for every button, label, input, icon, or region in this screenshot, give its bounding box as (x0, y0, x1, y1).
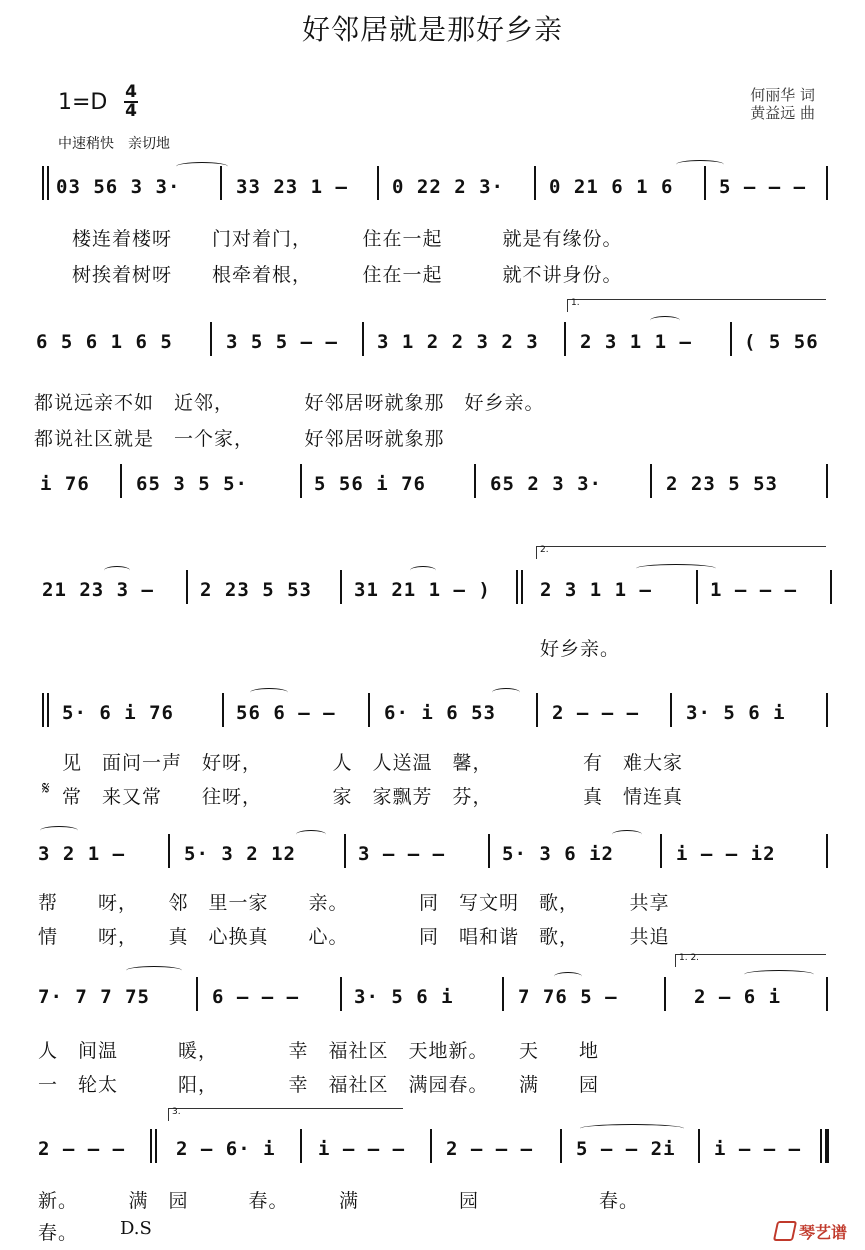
barline (168, 834, 170, 868)
tie-arc (296, 830, 326, 839)
watermark-text: 琴艺谱 (798, 1223, 847, 1242)
qinyipu-logo-icon (773, 1221, 797, 1241)
measure-21: 5· 6 i 76 (62, 702, 174, 724)
barline (730, 322, 732, 356)
meter-top: 4 (125, 82, 137, 102)
final-thin-bar (820, 1129, 822, 1163)
barline (534, 166, 536, 200)
barline (196, 977, 198, 1011)
barline (377, 166, 379, 200)
barline (344, 834, 346, 868)
barline (826, 166, 828, 200)
watermark-logo (775, 1220, 847, 1243)
barline (650, 464, 652, 498)
barline (300, 464, 302, 498)
tie-arc (410, 566, 436, 575)
measure-17: 2 23 5 53 (200, 579, 312, 601)
tie-arc (104, 566, 130, 575)
measure-26: 3 2 1 – (38, 843, 126, 865)
lyric-line-1: 新。 满 园 春。 满 园 春。 (38, 1190, 640, 1212)
lyric-line-2: 常 来又常 往呀， 家 家飘芳 芬， 真 情连真 (62, 786, 684, 808)
barline (186, 570, 188, 604)
measure-2: 33 23 1 – (236, 176, 348, 198)
measure-33: 3· 5 6 i (354, 986, 454, 1008)
volta-bracket-2 (536, 546, 826, 559)
repeat-end-bar (155, 1129, 157, 1163)
barline (222, 693, 224, 727)
measure-3: 0 22 2 3· (392, 176, 504, 198)
volta-label: 1. 2. (679, 953, 700, 963)
tempo-marking: 中速稍快 亲切地 (58, 136, 170, 152)
measure-27: 5· 3 2 12 (184, 843, 296, 865)
measure-19: 2 3 1 1 – (540, 579, 652, 601)
measure-40: 5 – – 2i (576, 1138, 676, 1160)
barline (830, 570, 832, 604)
barline (120, 464, 122, 498)
lyric-line-1: 楼连着楼呀 门对着门， 住在一起 就是有缘份。 (72, 228, 623, 250)
lyric-line-2: 都说社区就是 一个家， 好邻居呀就象那 (34, 428, 445, 450)
barline (340, 977, 342, 1011)
measure-15: 2 23 5 53 (666, 473, 778, 495)
barline (670, 693, 672, 727)
measure-16: 21 23 3 – (42, 579, 154, 601)
tie-arc (744, 970, 814, 979)
lyric-line-1: 人 间温 暖， 幸 福社区 天地新。 天 地 (38, 1040, 600, 1062)
barline (300, 1129, 302, 1163)
lyric-line-1: 帮 呀， 邻 里一家 亲。 同 写文明 歌， 共享 (38, 892, 670, 914)
final-thick-bar (825, 1129, 829, 1163)
measure-13: 5 56 i 76 (314, 473, 426, 495)
tie-arc (40, 826, 78, 835)
measure-14: 65 2 3 3· (490, 473, 602, 495)
measure-18: 31 21 1 – ) (354, 579, 491, 601)
tie-arc (250, 688, 288, 697)
measure-36: 2 – – – (38, 1138, 126, 1160)
tie-arc (176, 162, 228, 171)
measure-38: i – – – (318, 1138, 406, 1160)
dal-segno-mark: D.S (120, 1218, 152, 1239)
barline (362, 322, 364, 356)
key-signature: 1=D (58, 90, 108, 115)
meter-bottom: 4 (125, 101, 137, 121)
measure-10: ( 5 56 (744, 331, 819, 353)
tie-arc (676, 160, 724, 169)
measure-4: 0 21 6 1 6 (549, 176, 674, 198)
volta-label: 1. (571, 298, 580, 308)
measure-32: 6 – – – (212, 986, 300, 1008)
volta-bracket-12 (675, 954, 826, 967)
lyric-line-2: 树挨着树呀 根牵着根， 住在一起 就不讲身份。 (72, 264, 623, 286)
lyric-line-2: 春。 (38, 1222, 79, 1244)
lyric-line-2: 一 轮太 阳， 幸 福社区 满园春。 满 园 (38, 1074, 600, 1096)
barline (698, 1129, 700, 1163)
segno-sign: 𝄋 (42, 778, 50, 799)
volta-label: 2. (540, 545, 549, 555)
measure-37: 2 – 6· i (176, 1138, 276, 1160)
tie-arc (554, 972, 582, 981)
barline (340, 570, 342, 604)
lyric-line-2: 情 呀， 真 心换真 心。 同 唱和谐 歌， 共追 (38, 926, 670, 948)
barline (826, 834, 828, 868)
lyric-line-1: 都说远亲不如 近邻， 好邻居呀就象那 好乡亲。 (34, 392, 545, 414)
tie-arc (650, 316, 680, 325)
barline (704, 166, 706, 200)
tie-arc (636, 564, 716, 573)
tie-arc (492, 688, 520, 697)
lyric-line-1: 见 面问一声 好呀， 人 人送温 馨， 有 难大家 (62, 752, 684, 774)
barline (474, 464, 476, 498)
measure-35: 2 – 6 i (694, 986, 782, 1008)
volta-label: 3. (172, 1107, 181, 1117)
lyric-line-1: 好乡亲。 (540, 638, 621, 660)
barline (826, 464, 828, 498)
measure-24: 2 – – – (552, 702, 640, 724)
tie-arc (580, 1124, 684, 1133)
measure-23: 6· i 6 53 (384, 702, 496, 724)
measure-29: 5· 3 6 i2 (502, 843, 614, 865)
barline (826, 693, 828, 727)
measure-8: 3 1 2 2 3 2 3 (377, 331, 539, 353)
time-signature (124, 84, 138, 120)
barline (664, 977, 666, 1011)
barline (660, 834, 662, 868)
barline (502, 977, 504, 1011)
measure-20: 1 – – – (710, 579, 798, 601)
measure-41: i – – – (714, 1138, 802, 1160)
repeat-end-thin-bar (150, 1129, 152, 1163)
volta-bracket-1 (567, 299, 826, 312)
measure-34: 7 76 5 – (518, 986, 618, 1008)
tie-arc (126, 966, 182, 975)
lyricist-credit: 何丽华 词 (750, 86, 815, 104)
barline (560, 1129, 562, 1163)
barline (430, 1129, 432, 1163)
repeat-start-bar (42, 166, 44, 200)
measure-31: 7· 7 7 75 (38, 986, 150, 1008)
measure-7: 3 5 5 – – (226, 331, 338, 353)
barline (536, 693, 538, 727)
volta-bracket-3 (168, 1108, 403, 1121)
measure-11: i 76 (40, 473, 90, 495)
measure-12: 65 3 5 5· (136, 473, 248, 495)
measure-30: i – – i2 (676, 843, 776, 865)
measure-25: 3· 5 6 i (686, 702, 786, 724)
measure-5: 5 – – – (719, 176, 807, 198)
barline (564, 322, 566, 356)
tie-arc (612, 830, 642, 839)
barline (220, 166, 222, 200)
measure-22: 56 6 – – (236, 702, 336, 724)
barline (210, 322, 212, 356)
repeat-start-bar (42, 693, 44, 727)
measure-1: 03 56 3 3· (56, 176, 181, 198)
measure-28: 3 – – – (358, 843, 446, 865)
measure-39: 2 – – – (446, 1138, 534, 1160)
repeat-end-thin-bar (516, 570, 518, 604)
measure-6: 6 5 6 1 6 5 (36, 331, 173, 353)
page-title: 好邻居就是那好乡亲 (301, 13, 563, 46)
barline (488, 834, 490, 868)
measure-9: 2 3 1 1 – (580, 331, 692, 353)
composer-credit: 黄益远 曲 (750, 104, 815, 122)
barline (696, 570, 698, 604)
repeat-start-thin-bar (47, 693, 49, 727)
repeat-start-thin-bar (47, 166, 49, 200)
repeat-end-bar (521, 570, 523, 604)
barline (826, 977, 828, 1011)
barline (368, 693, 370, 727)
